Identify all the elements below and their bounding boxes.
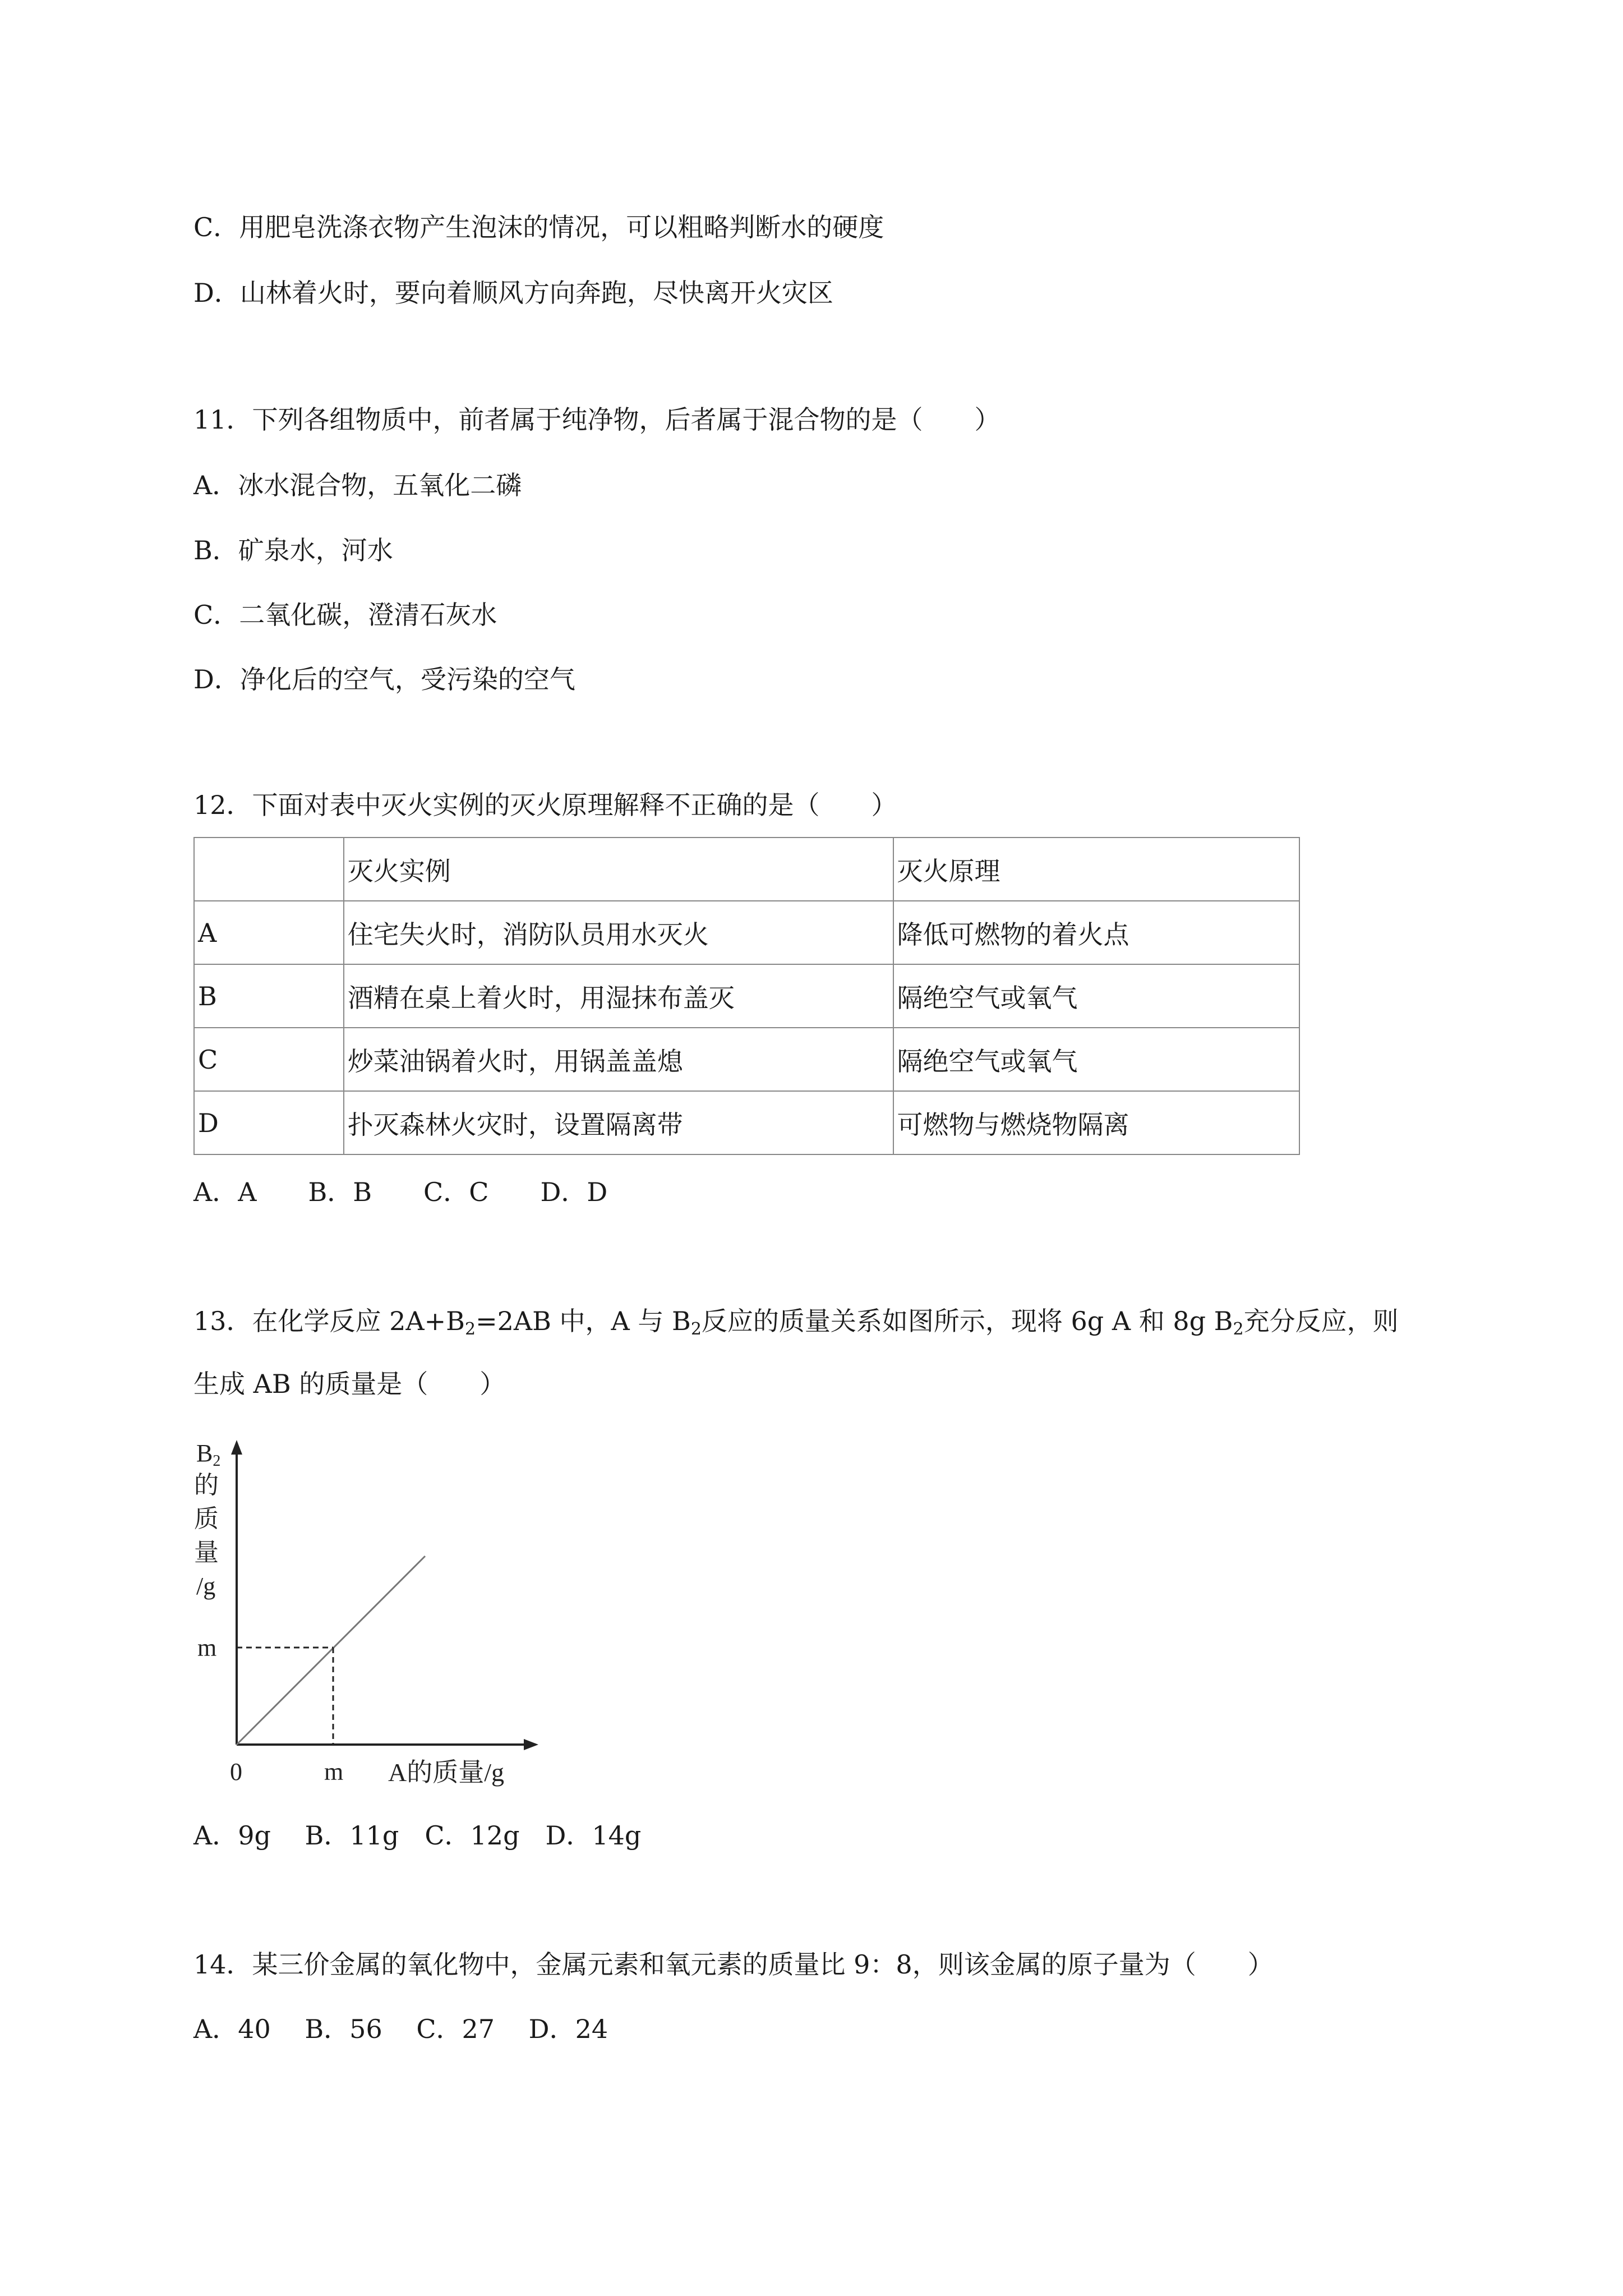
- table-header-cell: 灭火原理: [893, 838, 1300, 901]
- y-axis-label-char: 质: [194, 1505, 219, 1533]
- x-axis-arrow-icon: [524, 1739, 538, 1750]
- table-cell: 隔绝空气或氧气: [893, 1028, 1300, 1091]
- origin-label: 0: [230, 1758, 242, 1786]
- table-cell: 可燃物与燃烧物隔离: [893, 1091, 1300, 1154]
- y-tick-label-m: m: [197, 1634, 217, 1662]
- table-header-cell: [194, 838, 344, 901]
- table-cell: B: [194, 964, 344, 1028]
- q12-answers: A．A B．B C．C D．D: [193, 1177, 608, 1207]
- table-cell: D: [194, 1091, 344, 1154]
- y-axis-label-char: 的: [194, 1471, 219, 1499]
- q13-mass-graph: [185, 1433, 555, 1803]
- y-axis-label-unit: /g: [196, 1572, 216, 1600]
- q12-stem: 12．下面对表中灭火实例的灭火原理解释不正确的是（ ）: [193, 790, 897, 820]
- y-axis-label-b: B2: [196, 1439, 221, 1470]
- x-axis-label: A的质量/g: [388, 1758, 504, 1787]
- mass-ratio-line: [237, 1556, 425, 1745]
- q14-stem: 14．某三价金属的氧化物中，金属元素和氧元素的质量比 9：8，则该金属的原子量为（ ）: [193, 1949, 1274, 1980]
- table-row: [194, 1091, 1299, 1154]
- table-cell: A: [194, 901, 344, 964]
- table-row: [194, 964, 1299, 1028]
- table-header-row: [194, 838, 1299, 901]
- q13-stem-line2: 生成 AB 的质量是（ ）: [193, 1369, 506, 1399]
- q11-option-a: A．冰水混合物，五氧化二磷: [193, 470, 522, 500]
- table-header-cell: 灭火实例: [344, 838, 893, 901]
- table-cell: 酒精在桌上着火时，用湿抹布盖灭: [344, 964, 893, 1028]
- table-cell: 降低可燃物的着火点: [893, 901, 1300, 964]
- table-row: [194, 901, 1299, 964]
- table-cell: 扑灭森林火灾时，设置隔离带: [344, 1091, 893, 1154]
- q11-option-c: C．二氧化碳，澄清石灰水: [193, 600, 497, 630]
- table-row: [194, 1028, 1299, 1091]
- table-cell: 炒菜油锅着火时，用锅盖盖熄: [344, 1028, 893, 1091]
- q13-stem: 13．在化学反应 $2A+B_2=2AB$ 中，A 与 $B_2$反应的质量关系如图所示，现将 6g A 和 8g $B_2$充分反应，则: [193, 1306, 1399, 1339]
- y-axis-label-char: 量: [194, 1539, 219, 1566]
- q11-stem: 11．下列各组物质中，前者属于纯净物，后者属于混合物的是（ ）: [193, 404, 1000, 435]
- q11-option-b: B．矿泉水，河水: [193, 535, 393, 565]
- q10-option-c: C．用肥皂洗涤衣物产生泡沫的情况，可以粗略判断水的硬度: [193, 212, 884, 242]
- table-cell: C: [194, 1028, 344, 1091]
- table-cell: 住宅失火时，消防队员用水灭火: [344, 901, 893, 964]
- q10-option-d: D．山林着火时，要向着顺风方向奔跑，尽快离开火灾区: [193, 278, 833, 308]
- x-tick-label-m: m: [324, 1758, 344, 1786]
- q12-table: [193, 837, 1300, 1155]
- y-axis-arrow-icon: [231, 1440, 242, 1455]
- q14-answers: A．40 B．56 C．27 D．24: [193, 2014, 608, 2044]
- table-cell: 隔绝空气或氧气: [893, 964, 1300, 1028]
- q13-answers: A．9g B．11g C．12g D．14g: [193, 1820, 642, 1851]
- q11-option-d: D．净化后的空气，受污染的空气: [193, 664, 575, 694]
